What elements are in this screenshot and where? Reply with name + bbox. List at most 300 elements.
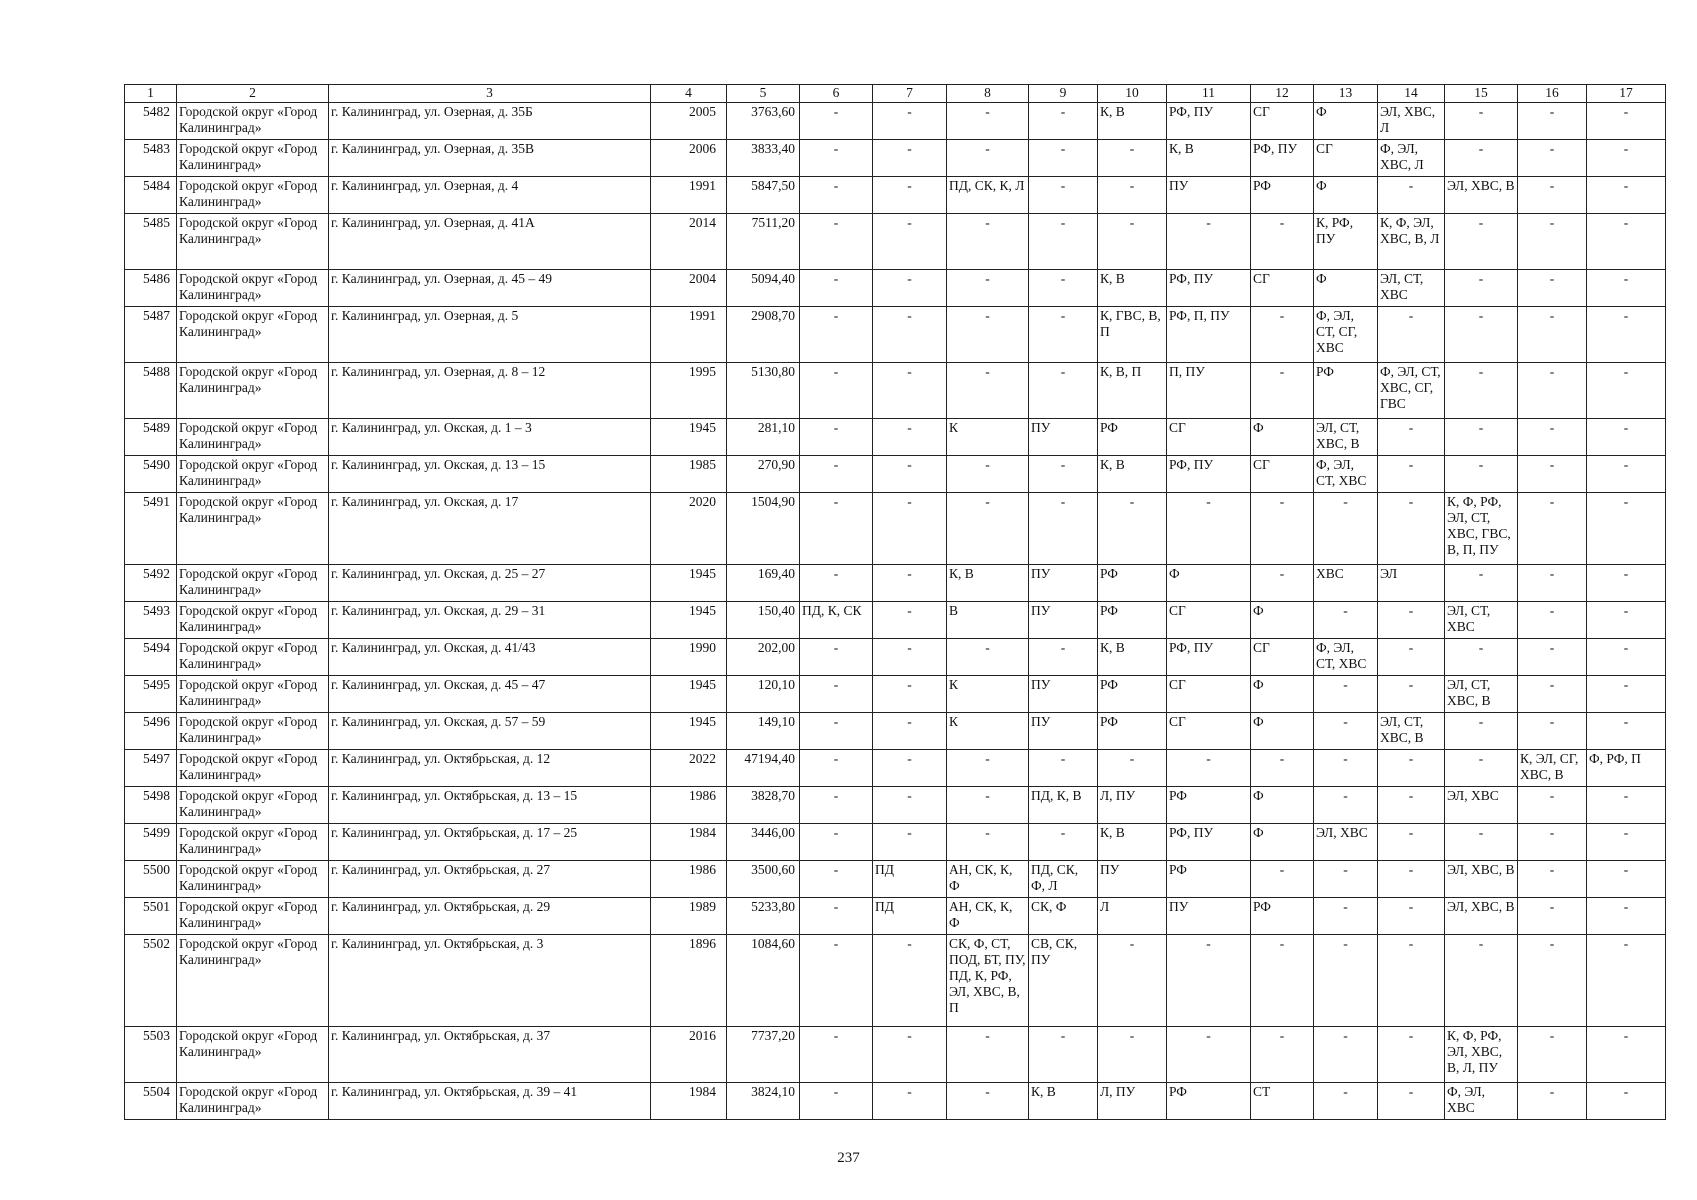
col-14-cell: Ф, ЭЛ, ХВС, Л bbox=[1378, 140, 1445, 177]
col-15-cell: - bbox=[1445, 456, 1518, 493]
col-9-cell: К, В bbox=[1029, 1083, 1098, 1120]
col-12-cell: РФ bbox=[1251, 898, 1314, 935]
col-7-cell: - bbox=[873, 493, 947, 565]
municipality-cell: Городской округ «Город Калининград» bbox=[177, 787, 329, 824]
col-14-cell: - bbox=[1378, 639, 1445, 676]
municipality-cell: Городской округ «Город Калининград» bbox=[177, 861, 329, 898]
col-17-cell: - bbox=[1587, 639, 1666, 676]
col-17-cell: - bbox=[1587, 363, 1666, 419]
col-13-cell: - bbox=[1314, 935, 1378, 1027]
col-7-cell: - bbox=[873, 750, 947, 787]
col-6-cell: - bbox=[800, 787, 873, 824]
table-row bbox=[125, 140, 1666, 177]
col-13-cell: СГ bbox=[1314, 140, 1378, 177]
col-11-cell: СГ bbox=[1167, 419, 1251, 456]
row-number-cell: 5495 bbox=[125, 676, 177, 713]
municipality-cell: Городской округ «Город Калининград» bbox=[177, 1027, 329, 1083]
col-14-cell: - bbox=[1378, 824, 1445, 861]
col-6-cell: - bbox=[800, 1027, 873, 1083]
row-number-cell: 5502 bbox=[125, 935, 177, 1027]
col-10-cell: РФ bbox=[1098, 565, 1167, 602]
col-6-cell: - bbox=[800, 214, 873, 270]
year-cell: 1985 bbox=[651, 456, 727, 493]
year-cell: 2016 bbox=[651, 1027, 727, 1083]
col-13-cell: Ф bbox=[1314, 103, 1378, 140]
row-number-cell: 5497 bbox=[125, 750, 177, 787]
col-13-cell: - bbox=[1314, 750, 1378, 787]
col-17-cell: - bbox=[1587, 713, 1666, 750]
col-11-cell: - bbox=[1167, 1027, 1251, 1083]
municipality-cell: Городской округ «Город Калининград» bbox=[177, 898, 329, 935]
year-cell: 2014 bbox=[651, 214, 727, 270]
col-12-cell: Ф bbox=[1251, 787, 1314, 824]
address-cell: г. Калининград, ул. Озерная, д. 8 – 12 bbox=[329, 363, 651, 419]
col-6-cell: - bbox=[800, 270, 873, 307]
municipality-cell: Городской округ «Город Калининград» bbox=[177, 363, 329, 419]
col-13-cell: - bbox=[1314, 1083, 1378, 1120]
col-11-cell: РФ, П, ПУ bbox=[1167, 307, 1251, 363]
table-row bbox=[125, 419, 1666, 456]
col-11-cell: П, ПУ bbox=[1167, 363, 1251, 419]
col-16-cell: - bbox=[1518, 140, 1587, 177]
year-cell: 1984 bbox=[651, 1083, 727, 1120]
col-12-cell: Ф bbox=[1251, 419, 1314, 456]
col-11-cell: РФ bbox=[1167, 1083, 1251, 1120]
col-16-cell: - bbox=[1518, 493, 1587, 565]
col-11-cell: РФ, ПУ bbox=[1167, 456, 1251, 493]
address-cell: г. Калининград, ул. Окская, д. 1 – 3 bbox=[329, 419, 651, 456]
address-cell: г. Калининград, ул. Окская, д. 57 – 59 bbox=[329, 713, 651, 750]
col-14-cell: ЭЛ, СТ, ХВС bbox=[1378, 270, 1445, 307]
col-14-cell: - bbox=[1378, 676, 1445, 713]
col-16-cell: - bbox=[1518, 456, 1587, 493]
col-10-cell: К, В bbox=[1098, 456, 1167, 493]
col-15-cell: - bbox=[1445, 103, 1518, 140]
municipality-cell: Городской округ «Город Калининград» bbox=[177, 103, 329, 140]
address-cell: г. Калининград, ул. Озерная, д. 41А bbox=[329, 214, 651, 270]
area-cell: 120,10 bbox=[727, 676, 800, 713]
col-6-cell: - bbox=[800, 103, 873, 140]
year-cell: 1945 bbox=[651, 419, 727, 456]
col-8-cell: - bbox=[947, 214, 1029, 270]
area-cell: 270,90 bbox=[727, 456, 800, 493]
col-13-cell: Ф, ЭЛ, СТ, ХВС bbox=[1314, 639, 1378, 676]
year-cell: 2006 bbox=[651, 140, 727, 177]
col-7-cell: - bbox=[873, 639, 947, 676]
col-12-cell: - bbox=[1251, 935, 1314, 1027]
col-9-cell: ПУ bbox=[1029, 713, 1098, 750]
row-number-cell: 5484 bbox=[125, 177, 177, 214]
row-number-cell: 5499 bbox=[125, 824, 177, 861]
year-cell: 2022 bbox=[651, 750, 727, 787]
address-cell: г. Калининград, ул. Окская, д. 45 – 47 bbox=[329, 676, 651, 713]
col-14-cell: - bbox=[1378, 493, 1445, 565]
col-17-cell: - bbox=[1587, 787, 1666, 824]
row-number-cell: 5489 bbox=[125, 419, 177, 456]
header-cell: 15 bbox=[1445, 85, 1518, 103]
col-8-cell: - bbox=[947, 103, 1029, 140]
col-12-cell: - bbox=[1251, 214, 1314, 270]
col-9-cell: - bbox=[1029, 214, 1098, 270]
municipality-cell: Городской округ «Город Калининград» bbox=[177, 1083, 329, 1120]
table-row bbox=[125, 713, 1666, 750]
col-6-cell: - bbox=[800, 898, 873, 935]
col-6-cell: - bbox=[800, 750, 873, 787]
area-cell: 5094,40 bbox=[727, 270, 800, 307]
col-13-cell: - bbox=[1314, 713, 1378, 750]
col-7-cell: - bbox=[873, 456, 947, 493]
col-15-cell: ЭЛ, СТ, ХВС, В bbox=[1445, 676, 1518, 713]
col-10-cell: - bbox=[1098, 177, 1167, 214]
col-17-cell: - bbox=[1587, 861, 1666, 898]
col-17-cell: - bbox=[1587, 177, 1666, 214]
area-cell: 149,10 bbox=[727, 713, 800, 750]
address-cell: г. Калининград, ул. Окская, д. 13 – 15 bbox=[329, 456, 651, 493]
col-6-cell: - bbox=[800, 307, 873, 363]
col-17-cell: - bbox=[1587, 676, 1666, 713]
col-8-cell: СК, Ф, СТ, ПОД, БТ, ПУ, ПД, К, РФ, ЭЛ, ХВС, В, П bbox=[947, 935, 1029, 1027]
col-15-cell: - bbox=[1445, 935, 1518, 1027]
col-8-cell: - bbox=[947, 140, 1029, 177]
area-cell: 281,10 bbox=[727, 419, 800, 456]
col-13-cell: К, РФ, ПУ bbox=[1314, 214, 1378, 270]
col-9-cell: - bbox=[1029, 307, 1098, 363]
table-row bbox=[125, 1027, 1666, 1083]
area-cell: 5233,80 bbox=[727, 898, 800, 935]
col-7-cell: - bbox=[873, 935, 947, 1027]
col-13-cell: Ф, ЭЛ, СТ, СГ, ХВС bbox=[1314, 307, 1378, 363]
col-14-cell: - bbox=[1378, 1027, 1445, 1083]
municipality-cell: Городской округ «Город Калининград» bbox=[177, 565, 329, 602]
col-8-cell: - bbox=[947, 824, 1029, 861]
table-row bbox=[125, 602, 1666, 639]
col-7-cell: - bbox=[873, 1083, 947, 1120]
area-cell: 3500,60 bbox=[727, 861, 800, 898]
col-11-cell: РФ bbox=[1167, 861, 1251, 898]
col-11-cell: - bbox=[1167, 214, 1251, 270]
row-number-cell: 5482 bbox=[125, 103, 177, 140]
col-13-cell: ЭЛ, СТ, ХВС, В bbox=[1314, 419, 1378, 456]
col-17-cell: - bbox=[1587, 270, 1666, 307]
address-cell: г. Калининград, ул. Октябрьская, д. 3 bbox=[329, 935, 651, 1027]
col-15-cell: ЭЛ, ХВС, В bbox=[1445, 898, 1518, 935]
col-17-cell: - bbox=[1587, 456, 1666, 493]
col-15-cell: ЭЛ, ХВС, В bbox=[1445, 177, 1518, 214]
col-14-cell: - bbox=[1378, 787, 1445, 824]
year-cell: 1986 bbox=[651, 861, 727, 898]
municipality-cell: Городской округ «Город Калининград» bbox=[177, 270, 329, 307]
table-row bbox=[125, 676, 1666, 713]
header-cell: 3 bbox=[329, 85, 651, 103]
municipality-cell: Городской округ «Город Калининград» bbox=[177, 750, 329, 787]
municipality-cell: Городской округ «Город Калининград» bbox=[177, 639, 329, 676]
row-number-cell: 5494 bbox=[125, 639, 177, 676]
address-cell: г. Калининград, ул. Окская, д. 17 bbox=[329, 493, 651, 565]
col-6-cell: - bbox=[800, 493, 873, 565]
col-15-cell: - bbox=[1445, 363, 1518, 419]
year-cell: 1945 bbox=[651, 676, 727, 713]
col-14-cell: - bbox=[1378, 307, 1445, 363]
col-10-cell: К, В bbox=[1098, 103, 1167, 140]
address-cell: г. Калининград, ул. Озерная, д. 5 bbox=[329, 307, 651, 363]
col-6-cell: - bbox=[800, 1083, 873, 1120]
col-9-cell: - bbox=[1029, 493, 1098, 565]
header-cell: 4 bbox=[651, 85, 727, 103]
page-number: 237 bbox=[837, 1150, 860, 1166]
year-cell: 1991 bbox=[651, 177, 727, 214]
col-14-cell: - bbox=[1378, 177, 1445, 214]
table-row bbox=[125, 103, 1666, 140]
table-row bbox=[125, 824, 1666, 861]
col-8-cell: АН, СК, К, Ф bbox=[947, 898, 1029, 935]
table-row bbox=[125, 493, 1666, 565]
col-9-cell: ПУ bbox=[1029, 602, 1098, 639]
col-17-cell: - bbox=[1587, 140, 1666, 177]
table-row bbox=[125, 898, 1666, 935]
address-cell: г. Калининград, ул. Окская, д. 41/43 bbox=[329, 639, 651, 676]
col-12-cell: - bbox=[1251, 363, 1314, 419]
municipality-cell: Городской округ «Город Калининград» bbox=[177, 713, 329, 750]
col-13-cell: - bbox=[1314, 787, 1378, 824]
col-6-cell: - bbox=[800, 456, 873, 493]
col-10-cell: - bbox=[1098, 935, 1167, 1027]
col-15-cell: - bbox=[1445, 270, 1518, 307]
col-15-cell: - bbox=[1445, 419, 1518, 456]
year-cell: 1989 bbox=[651, 898, 727, 935]
col-14-cell: К, Ф, ЭЛ, ХВС, В, Л bbox=[1378, 214, 1445, 270]
col-6-cell: - bbox=[800, 565, 873, 602]
col-14-cell: - bbox=[1378, 750, 1445, 787]
register-table bbox=[124, 84, 1666, 1120]
col-17-cell: - bbox=[1587, 824, 1666, 861]
address-cell: г. Калининград, ул. Озерная, д. 35В bbox=[329, 140, 651, 177]
col-10-cell: Л, ПУ bbox=[1098, 787, 1167, 824]
address-cell: г. Калининград, ул. Озерная, д. 4 bbox=[329, 177, 651, 214]
col-15-cell: - bbox=[1445, 214, 1518, 270]
address-cell: г. Калининград, ул. Окская, д. 29 – 31 bbox=[329, 602, 651, 639]
col-10-cell: Л, ПУ bbox=[1098, 1083, 1167, 1120]
table-row bbox=[125, 270, 1666, 307]
col-14-cell: - bbox=[1378, 602, 1445, 639]
header-cell: 8 bbox=[947, 85, 1029, 103]
col-16-cell: - bbox=[1518, 935, 1587, 1027]
area-cell: 1084,60 bbox=[727, 935, 800, 1027]
col-16-cell: - bbox=[1518, 861, 1587, 898]
col-17-cell: - bbox=[1587, 1083, 1666, 1120]
col-17-cell: - bbox=[1587, 1027, 1666, 1083]
area-cell: 3833,40 bbox=[727, 140, 800, 177]
col-9-cell: ПУ bbox=[1029, 676, 1098, 713]
col-16-cell: - bbox=[1518, 639, 1587, 676]
header-cell: 10 bbox=[1098, 85, 1167, 103]
col-9-cell: - bbox=[1029, 824, 1098, 861]
address-cell: г. Калининград, ул. Октябрьская, д. 27 bbox=[329, 861, 651, 898]
col-15-cell: Ф, ЭЛ, ХВС bbox=[1445, 1083, 1518, 1120]
col-10-cell: К, В bbox=[1098, 270, 1167, 307]
col-6-cell: ПД, К, СК bbox=[800, 602, 873, 639]
municipality-cell: Городской округ «Город Калининград» bbox=[177, 307, 329, 363]
col-11-cell: РФ, ПУ bbox=[1167, 103, 1251, 140]
col-10-cell: РФ bbox=[1098, 676, 1167, 713]
row-number-cell: 5490 bbox=[125, 456, 177, 493]
area-cell: 1504,90 bbox=[727, 493, 800, 565]
col-8-cell: - bbox=[947, 270, 1029, 307]
municipality-cell: Городской округ «Город Калининград» bbox=[177, 824, 329, 861]
table-row bbox=[125, 214, 1666, 270]
col-8-cell: ПД, СК, К, Л bbox=[947, 177, 1029, 214]
col-12-cell: Ф bbox=[1251, 713, 1314, 750]
table-row bbox=[125, 639, 1666, 676]
col-12-cell: Ф bbox=[1251, 602, 1314, 639]
header-cell: 9 bbox=[1029, 85, 1098, 103]
row-number-cell: 5493 bbox=[125, 602, 177, 639]
year-cell: 1995 bbox=[651, 363, 727, 419]
col-16-cell: - bbox=[1518, 824, 1587, 861]
col-9-cell: - bbox=[1029, 140, 1098, 177]
area-cell: 5847,50 bbox=[727, 177, 800, 214]
col-12-cell: СГ bbox=[1251, 103, 1314, 140]
address-cell: г. Калининград, ул. Озерная, д. 45 – 49 bbox=[329, 270, 651, 307]
table-row bbox=[125, 307, 1666, 363]
col-16-cell: - bbox=[1518, 898, 1587, 935]
col-13-cell: - bbox=[1314, 1027, 1378, 1083]
col-7-cell: - bbox=[873, 1027, 947, 1083]
address-cell: г. Калининград, ул. Озерная, д. 35Б bbox=[329, 103, 651, 140]
area-cell: 169,40 bbox=[727, 565, 800, 602]
col-8-cell: В bbox=[947, 602, 1029, 639]
col-6-cell: - bbox=[800, 861, 873, 898]
col-12-cell: - bbox=[1251, 307, 1314, 363]
col-12-cell: - bbox=[1251, 493, 1314, 565]
col-16-cell: - bbox=[1518, 787, 1587, 824]
row-number-cell: 5486 bbox=[125, 270, 177, 307]
col-17-cell: - bbox=[1587, 419, 1666, 456]
col-7-cell: - bbox=[873, 103, 947, 140]
col-11-cell: РФ bbox=[1167, 787, 1251, 824]
col-9-cell: ПД, К, В bbox=[1029, 787, 1098, 824]
col-13-cell: ЭЛ, ХВС bbox=[1314, 824, 1378, 861]
municipality-cell: Городской округ «Город Калининград» bbox=[177, 419, 329, 456]
col-6-cell: - bbox=[800, 363, 873, 419]
row-number-cell: 5487 bbox=[125, 307, 177, 363]
col-15-cell: К, Ф, РФ, ЭЛ, СТ, ХВС, ГВС, В, П, ПУ bbox=[1445, 493, 1518, 565]
col-11-cell: СГ bbox=[1167, 713, 1251, 750]
col-8-cell: - bbox=[947, 750, 1029, 787]
col-9-cell: - bbox=[1029, 103, 1098, 140]
header-cell: 11 bbox=[1167, 85, 1251, 103]
table-row bbox=[125, 750, 1666, 787]
area-cell: 47194,40 bbox=[727, 750, 800, 787]
table-row bbox=[125, 565, 1666, 602]
col-15-cell: ЭЛ, ХВС, В bbox=[1445, 861, 1518, 898]
row-number-cell: 5498 bbox=[125, 787, 177, 824]
col-9-cell: СК, Ф bbox=[1029, 898, 1098, 935]
col-14-cell: ЭЛ, СТ, ХВС, В bbox=[1378, 713, 1445, 750]
col-8-cell: - bbox=[947, 639, 1029, 676]
table-row bbox=[125, 1083, 1666, 1120]
col-16-cell: - bbox=[1518, 713, 1587, 750]
col-9-cell: - bbox=[1029, 177, 1098, 214]
address-cell: г. Калининград, ул. Октябрьская, д. 17 – 25 bbox=[329, 824, 651, 861]
row-number-cell: 5491 bbox=[125, 493, 177, 565]
municipality-cell: Городской округ «Город Калининград» bbox=[177, 214, 329, 270]
col-10-cell: - bbox=[1098, 750, 1167, 787]
col-15-cell: - bbox=[1445, 824, 1518, 861]
col-6-cell: - bbox=[800, 639, 873, 676]
col-11-cell: РФ, ПУ bbox=[1167, 639, 1251, 676]
col-8-cell: АН, СК, К, Ф bbox=[947, 861, 1029, 898]
col-13-cell: ХВС bbox=[1314, 565, 1378, 602]
col-7-cell: - bbox=[873, 787, 947, 824]
col-11-cell: СГ bbox=[1167, 602, 1251, 639]
col-16-cell: - bbox=[1518, 214, 1587, 270]
col-11-cell: Ф bbox=[1167, 565, 1251, 602]
col-7-cell: - bbox=[873, 270, 947, 307]
col-16-cell: - bbox=[1518, 676, 1587, 713]
col-12-cell: СГ bbox=[1251, 639, 1314, 676]
col-17-cell: - bbox=[1587, 898, 1666, 935]
col-15-cell: - bbox=[1445, 565, 1518, 602]
col-14-cell: - bbox=[1378, 861, 1445, 898]
col-14-cell: - bbox=[1378, 898, 1445, 935]
col-6-cell: - bbox=[800, 676, 873, 713]
row-number-cell: 5500 bbox=[125, 861, 177, 898]
header-cell: 17 bbox=[1587, 85, 1666, 103]
row-number-cell: 5501 bbox=[125, 898, 177, 935]
table-row bbox=[125, 177, 1666, 214]
col-15-cell: - bbox=[1445, 713, 1518, 750]
col-17-cell: - bbox=[1587, 103, 1666, 140]
row-number-cell: 5483 bbox=[125, 140, 177, 177]
col-16-cell: К, ЭЛ, СГ, ХВС, В bbox=[1518, 750, 1587, 787]
col-17-cell: - bbox=[1587, 602, 1666, 639]
col-13-cell: Ф bbox=[1314, 270, 1378, 307]
municipality-cell: Городской округ «Город Калининград» bbox=[177, 456, 329, 493]
col-10-cell: - bbox=[1098, 493, 1167, 565]
col-12-cell: РФ, ПУ bbox=[1251, 140, 1314, 177]
col-7-cell: - bbox=[873, 307, 947, 363]
table-row bbox=[125, 456, 1666, 493]
col-12-cell: Ф bbox=[1251, 824, 1314, 861]
row-number-cell: 5485 bbox=[125, 214, 177, 270]
col-10-cell: К, В, П bbox=[1098, 363, 1167, 419]
col-10-cell: - bbox=[1098, 214, 1167, 270]
year-cell: 1945 bbox=[651, 565, 727, 602]
address-cell: г. Калининград, ул. Октябрьская, д. 39 – 41 bbox=[329, 1083, 651, 1120]
municipality-cell: Городской округ «Город Калининград» bbox=[177, 493, 329, 565]
col-7-cell: - bbox=[873, 363, 947, 419]
col-15-cell: ЭЛ, ХВС bbox=[1445, 787, 1518, 824]
col-12-cell: Ф bbox=[1251, 676, 1314, 713]
col-14-cell: - bbox=[1378, 935, 1445, 1027]
col-12-cell: - bbox=[1251, 861, 1314, 898]
col-12-cell: СГ bbox=[1251, 456, 1314, 493]
header-cell: 5 bbox=[727, 85, 800, 103]
header-cell: 1 bbox=[125, 85, 177, 103]
col-8-cell: К, В bbox=[947, 565, 1029, 602]
header-cell: 7 bbox=[873, 85, 947, 103]
col-8-cell: - bbox=[947, 456, 1029, 493]
col-9-cell: ПУ bbox=[1029, 419, 1098, 456]
col-10-cell: РФ bbox=[1098, 602, 1167, 639]
col-7-cell: ПД bbox=[873, 861, 947, 898]
address-cell: г. Калининград, ул. Октябрьская, д. 29 bbox=[329, 898, 651, 935]
col-16-cell: - bbox=[1518, 419, 1587, 456]
area-cell: 5130,80 bbox=[727, 363, 800, 419]
col-11-cell: РФ, ПУ bbox=[1167, 270, 1251, 307]
row-number-cell: 5492 bbox=[125, 565, 177, 602]
col-11-cell: ПУ bbox=[1167, 177, 1251, 214]
